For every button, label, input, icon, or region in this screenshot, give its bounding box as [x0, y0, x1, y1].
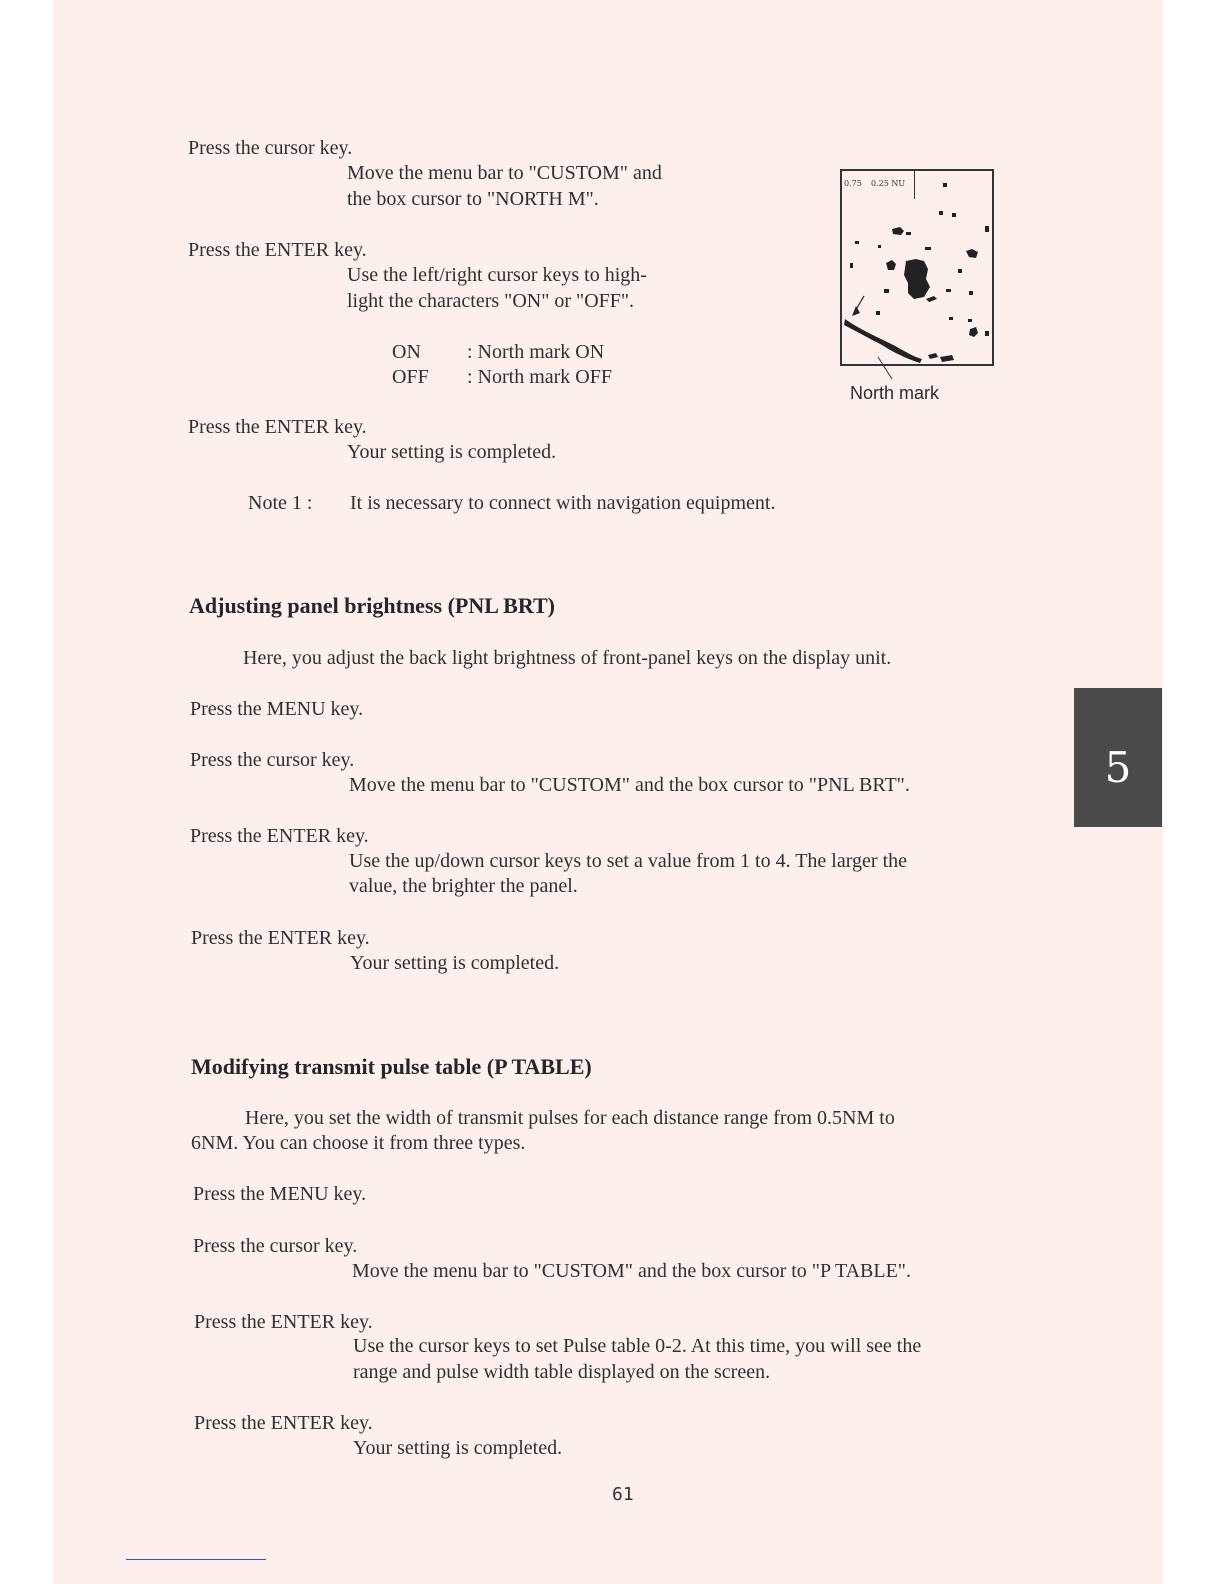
option-desc-off: : North mark OFF	[467, 366, 612, 388]
note-label: Note 1 :	[248, 492, 313, 514]
pulse-step4-detail: Your setting is completed.	[353, 1437, 563, 1459]
north-mark-leader	[868, 355, 928, 385]
north-step1-detail: Move the menu bar to "CUSTOM" and	[347, 162, 662, 184]
brightness-step2: Press the cursor key.	[190, 749, 355, 771]
heading-panel-brightness: Adjusting panel brightness (PNL BRT)	[189, 593, 555, 618]
footnote-rule	[126, 1559, 266, 1560]
north-mark-caption: North mark	[850, 383, 940, 403]
chapter-tab: 5	[1074, 688, 1162, 827]
option-key-on: ON	[392, 341, 421, 363]
pulse-step1: Press the MENU key.	[193, 1183, 367, 1205]
north-step1: Press the cursor key.	[188, 137, 353, 159]
option-desc-on: : North mark ON	[467, 341, 605, 363]
north-step3-detail: Your setting is completed.	[347, 441, 557, 463]
brightness-step4-detail: Your setting is completed.	[350, 952, 560, 974]
brightness-step1: Press the MENU key.	[190, 698, 364, 720]
brightness-step4: Press the ENTER key.	[191, 927, 370, 949]
pulse-intro: 6NM. You can choose it from three types.	[191, 1132, 526, 1154]
pulse-step3-detail: Use the cursor keys to set Pulse table 0-2. At this time, you will see the	[353, 1335, 922, 1357]
north-step2-detail: Use the left/right cursor keys to high-	[347, 264, 647, 286]
range-interval: 0.25 NU	[871, 179, 906, 188]
brightness-step2-detail: Move the menu bar to "CUSTOM" and the box cursor to "PNL BRT".	[349, 774, 910, 796]
brightness-step3: Press the ENTER key.	[190, 825, 369, 847]
pulse-step2: Press the cursor key.	[193, 1235, 358, 1257]
pulse-step3: Press the ENTER key.	[194, 1311, 373, 1333]
north-step2-detail: light the characters "ON" or "OFF".	[347, 290, 635, 312]
radar-range-readout	[840, 169, 915, 199]
brightness-intro: Here, you adjust the back light brightness of front-panel keys on the display unit.	[243, 647, 892, 669]
heading-pulse-table: Modifying transmit pulse table (P TABLE)	[191, 1054, 592, 1079]
north-step1-detail: the box cursor to "NORTH M".	[347, 188, 599, 210]
option-key-off: OFF	[392, 366, 429, 388]
page-number: 61	[612, 1484, 634, 1505]
pulse-intro: Here, you set the width of transmit pulses for each distance range from 0.5NM to	[245, 1107, 895, 1129]
north-step2: Press the ENTER key.	[188, 239, 367, 261]
pulse-step2-detail: Move the menu bar to "CUSTOM" and the box cursor to "P TABLE".	[352, 1260, 911, 1282]
range-value: 0.75	[844, 179, 862, 188]
north-step3: Press the ENTER key.	[188, 416, 367, 438]
pulse-step4: Press the ENTER key.	[194, 1412, 373, 1434]
pulse-step3-detail: range and pulse width table displayed on the screen.	[353, 1361, 771, 1383]
brightness-step3-detail: value, the brighter the panel.	[349, 875, 578, 897]
radar-echoes	[842, 171, 992, 364]
note-text: It is necessary to connect with navigation equipment.	[350, 492, 776, 514]
brightness-step3-detail: Use the up/down cursor keys to set a value from 1 to 4. The larger the	[349, 850, 908, 872]
